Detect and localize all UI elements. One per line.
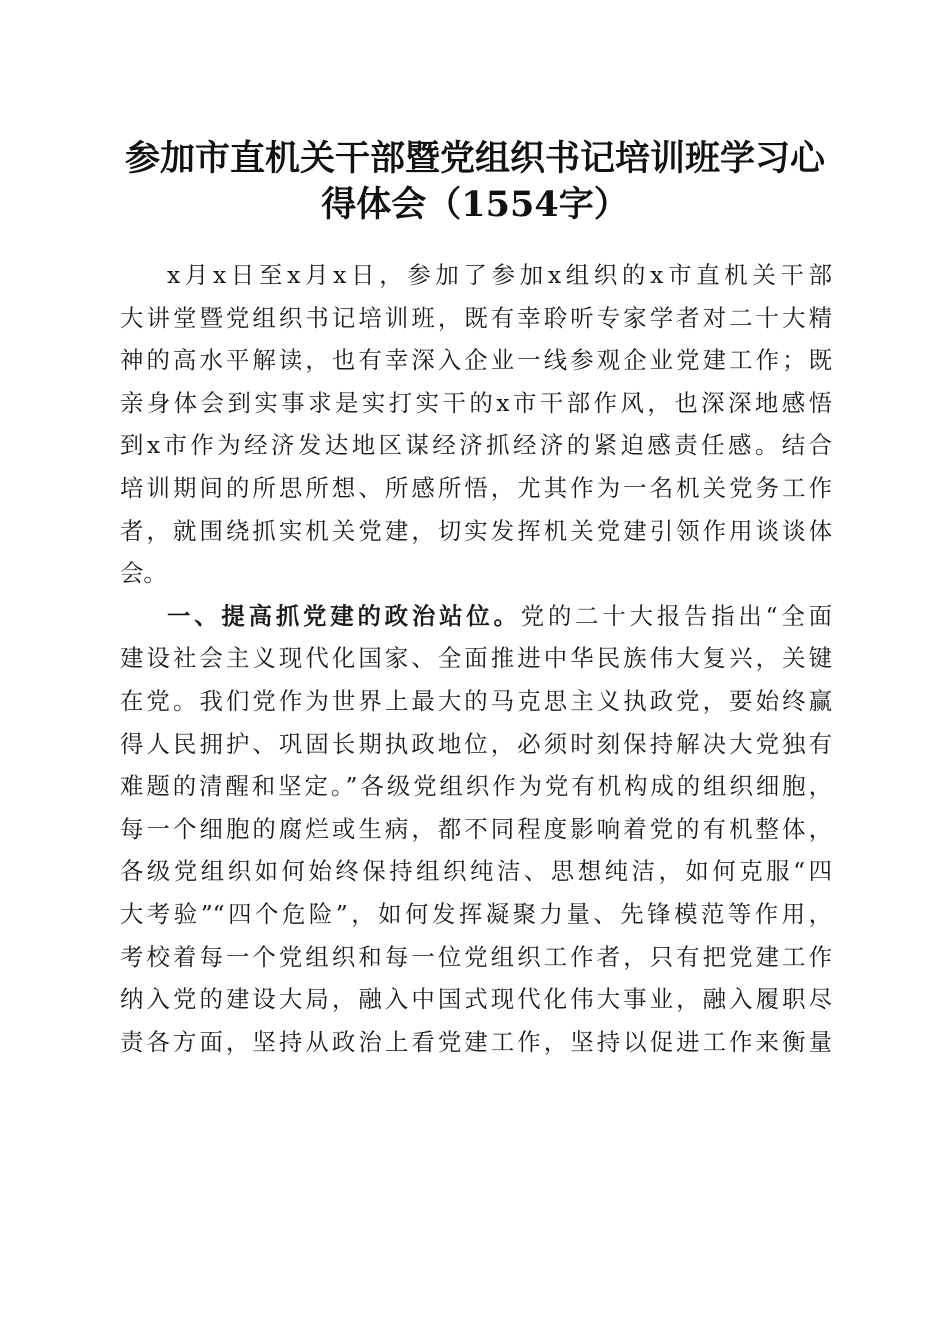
section-1-heading: 一、提高抓党建的政治站位。 bbox=[167, 601, 521, 630]
section-1-line: 每一个细胞的腐烂或生病，都不同程度影响着党的有机整体， bbox=[120, 814, 832, 843]
section-1-line: 得人民拥护、巩固长期执政地位，必须时刻保持解决大党独有 bbox=[120, 729, 832, 758]
paragraph-1-line: 会。 bbox=[120, 559, 167, 588]
section-1-first-line-rest: 党的二十大报告指出“全面 bbox=[520, 601, 832, 630]
section-1-line: 责各方面，坚持从政治上看党建工作，坚持以促进工作来衡量 bbox=[120, 1027, 832, 1056]
section-1-first-line bbox=[120, 595, 832, 638]
paragraph-1-line: 神的高水平解读，也有幸深入企业一线参观企业党建工作；既 bbox=[120, 346, 832, 375]
section-1-line: 建设社会主义现代化国家、全面推进中华民族伟大复兴，关键 bbox=[120, 644, 832, 673]
section-1-line: 各级党组织如何始终保持组织纯洁、思想纯洁，如何克服“四 bbox=[120, 857, 832, 886]
paragraph-1-line: 者，就围绕抓实机关党建，切实发挥机关党建引领作用谈谈体 bbox=[120, 516, 832, 545]
paragraph-1-line: 到x市作为经济发达地区谋经济抓经济的紧迫感责任感。结合 bbox=[120, 431, 832, 460]
paragraph-1-line: 亲身体会到实事求是实打实干的x市干部作风，也深深地感悟 bbox=[120, 388, 832, 417]
paragraph-1-line: 大讲堂暨党组织书记培训班，既有幸聆听专家学者对二十大精 bbox=[120, 303, 832, 332]
section-1-line: 考校着每一个党组织和每一位党组织工作者，只有把党建工作 bbox=[120, 942, 832, 971]
section-1-line: 纳入党的建设大局，融入中国式现代化伟大事业，融入履职尽 bbox=[120, 985, 832, 1014]
section-1-line: 在党。我们党作为世界上最大的马克思主义执政党，要始终赢 bbox=[120, 686, 832, 715]
section-1-line: 难题的清醒和坚定。”各级党组织作为党有机构成的组织细胞， bbox=[120, 772, 832, 801]
document-body bbox=[120, 254, 832, 1063]
paragraph-1-line: x月x日至x月x日，参加了参加x组织的x市直机关干部 bbox=[167, 261, 832, 289]
document-title bbox=[110, 136, 840, 228]
section-1-line: 大考验”“四个危险”，如何发挥凝聚力量、先锋模范等作用， bbox=[120, 899, 832, 928]
paragraph-1-line: 培训期间的所思所想、所感所悟，尤其作为一名机关党务工作 bbox=[120, 473, 832, 502]
title-line-2: 得体会（1554字） bbox=[321, 184, 629, 225]
title-line-1: 参加市直机关干部暨党组织书记培训班学习心 bbox=[124, 138, 825, 179]
